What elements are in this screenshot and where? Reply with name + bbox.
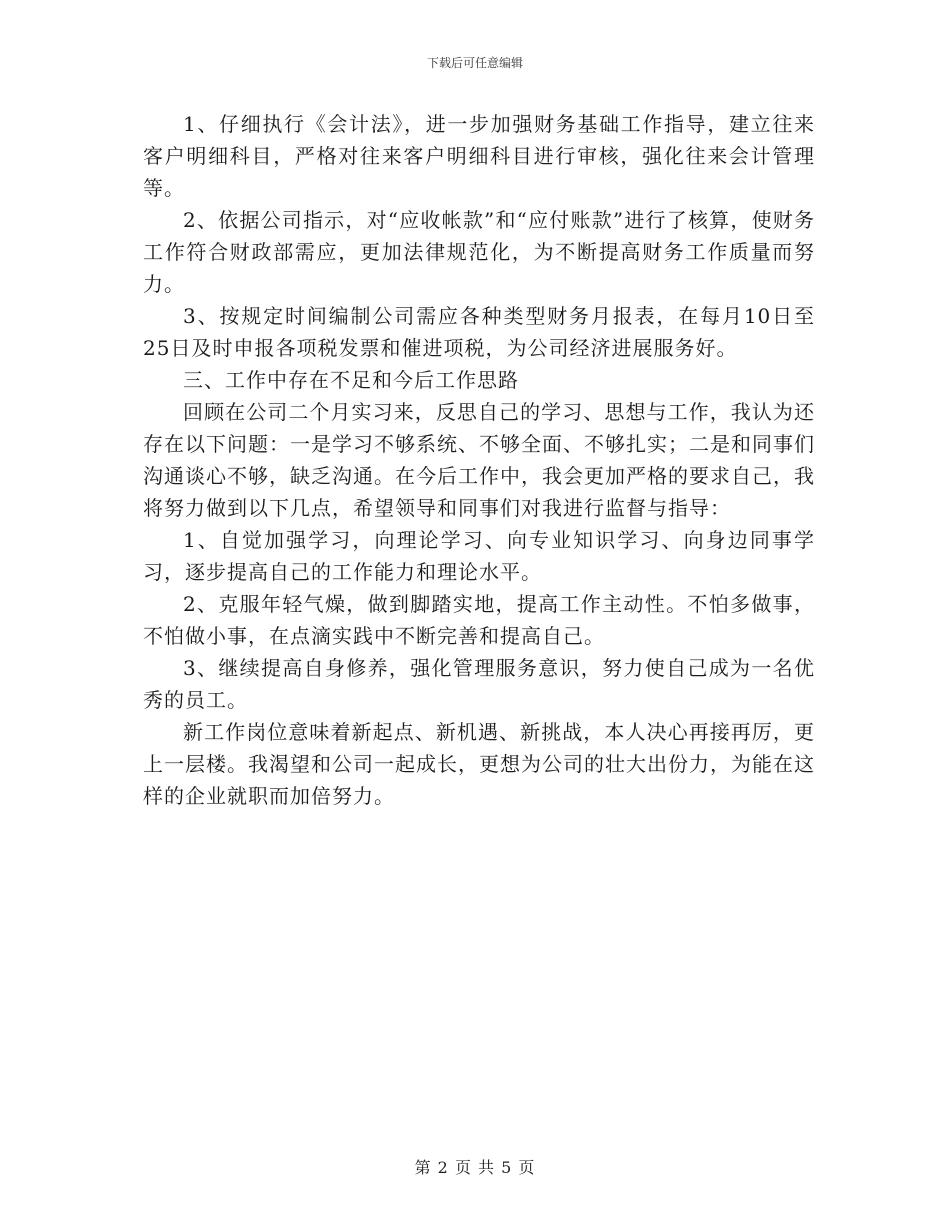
paragraph-plan-2: 2、克服年轻气燥，做到脚踏实地，提高工作主动性。不怕多做事，不怕做小事，在点滴实践中不断完善和提高自己。: [143, 592, 815, 648]
paragraph-plan-1: 1、自觉加强学习，向理论学习、向专业知识学习、向身边同事学习，逐步提高自己的工作能力和理论水平。: [143, 528, 815, 584]
paragraph-plan-3: 3、继续提高自身修养，强化管理服务意识，努力使自己成为一名优秀的员工。: [143, 656, 815, 712]
page-header: 下载后可任意编辑: [426, 56, 523, 70]
section-heading: 三、工作中存在不足和今后工作思路: [183, 368, 519, 392]
paragraph-3: 3、按规定时间编制公司需应各种类型财务月报表，在每月10日至25日及时申报各项税发票和催进项税，为公司经济进展服务好。: [143, 304, 815, 360]
document-body: [143, 108, 815, 812]
paragraph-review: 回顾在公司二个月实习来，反思自己的学习、思想与工作，我认为还存在以下问题：一是学习不够系统、不够全面、不够扎实；二是和同事们沟通谈心不够，缺乏沟通。在今后工作中，我会更加严格的要求自己，我将努力做到以下几点，希望领导和同事们对我进行监督与指导：: [143, 400, 815, 520]
paragraph-closing: 新工作岗位意味着新起点、新机遇、新挑战，本人决心再接再厉，更上一层楼。我渴望和公司一起成长，更想为公司的壮大出份力，为能在这样的企业就职而加倍努力。: [143, 720, 815, 808]
page-number: 第 2 页 共 5 页: [414, 1158, 536, 1177]
paragraph-1: 1、仔细执行《会计法》，进一步加强财务基础工作指导，建立往来客户明细科目，严格对往来客户明细科目进行审核，强化往来会计管理等。: [143, 112, 815, 200]
paragraph-2: 2、依据公司指示，对“应收帐款”和“应付账款”进行了核算，使财务工作符合财政部需应，更加法律规范化，为不断提高财务工作质量而努力。: [143, 208, 815, 296]
